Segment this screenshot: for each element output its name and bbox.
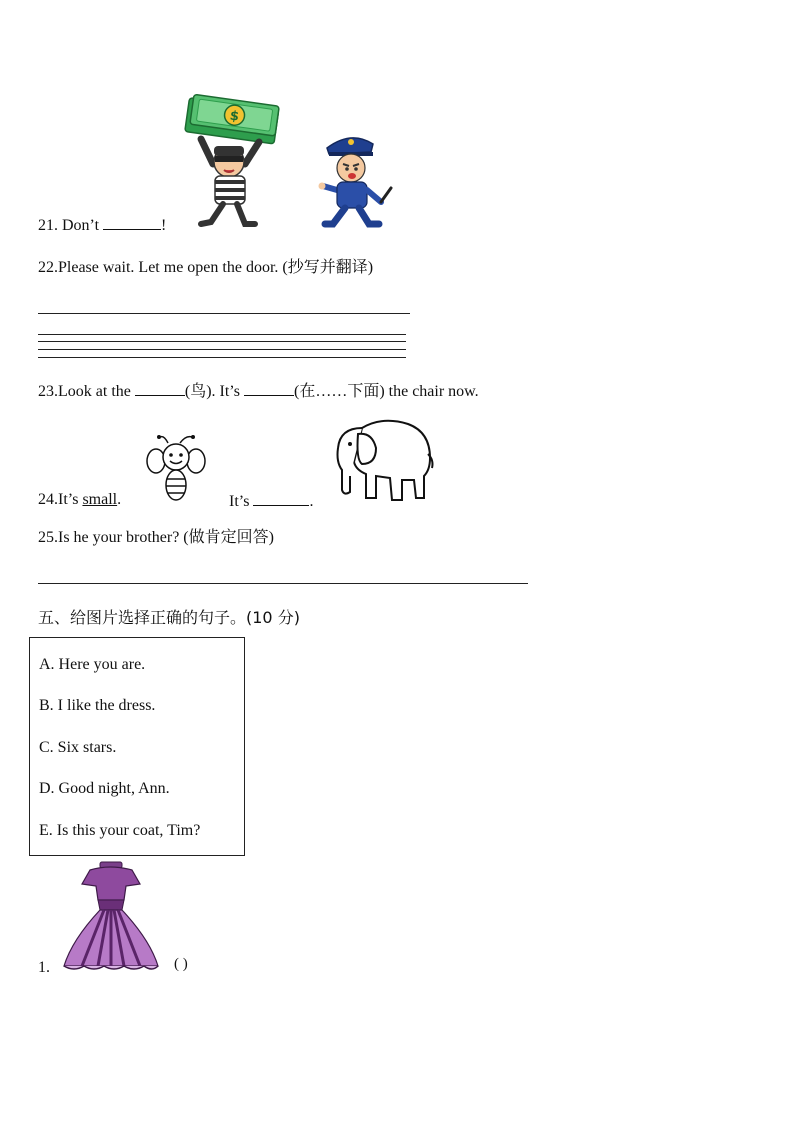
writing-line[interactable] — [38, 334, 406, 335]
answer-blank[interactable] — [103, 215, 161, 230]
question-24: 24.It’s small. — [38, 491, 122, 508]
option-b: B. I like the dress. — [39, 697, 156, 714]
question-21-end: ! — [161, 217, 167, 234]
question-25: 25.Is he your brother? (做肯定回答) — [38, 529, 274, 546]
writing-line[interactable] — [38, 349, 406, 350]
options-box — [29, 637, 245, 856]
writing-line[interactable] — [38, 357, 406, 358]
option-c: C. Six stars. — [39, 739, 117, 756]
question-23: 23.Look at the (鸟). It’s (在……下面) the chair now. — [38, 383, 479, 400]
question-22: 22.Please wait. Let me open the door. (抄写并翻译) — [38, 259, 374, 276]
option-d: D. Good night, Ann. — [39, 780, 170, 797]
option-e: E. Is this your coat, Tim? — [39, 822, 201, 839]
item-number: 1. — [38, 959, 50, 976]
answer-blank[interactable] — [244, 381, 294, 396]
answer-line[interactable] — [38, 583, 528, 584]
purple-dress-icon — [60, 860, 162, 974]
bee-icon — [146, 433, 206, 505]
elephant-icon — [332, 414, 434, 506]
answer-line[interactable] — [38, 313, 410, 314]
section-title: 五、给图片选择正确的句子。(10 分) — [38, 608, 300, 627]
answer-blank[interactable] — [135, 381, 185, 396]
option-a: A. Here you are. — [39, 656, 146, 673]
underlined-word: small — [82, 491, 118, 508]
writing-line[interactable] — [38, 341, 406, 342]
answer-blank[interactable] — [253, 491, 309, 506]
policeman-icon — [317, 130, 397, 232]
svg-text:$: $ — [228, 108, 240, 125]
question-21-text: 21. Don’t — [38, 217, 104, 234]
answer-parentheses[interactable]: ( ) — [174, 956, 188, 972]
question-24-answer: It’s . — [229, 493, 314, 510]
question-21 — [38, 215, 166, 235]
thief-with-money-icon — [183, 94, 283, 230]
